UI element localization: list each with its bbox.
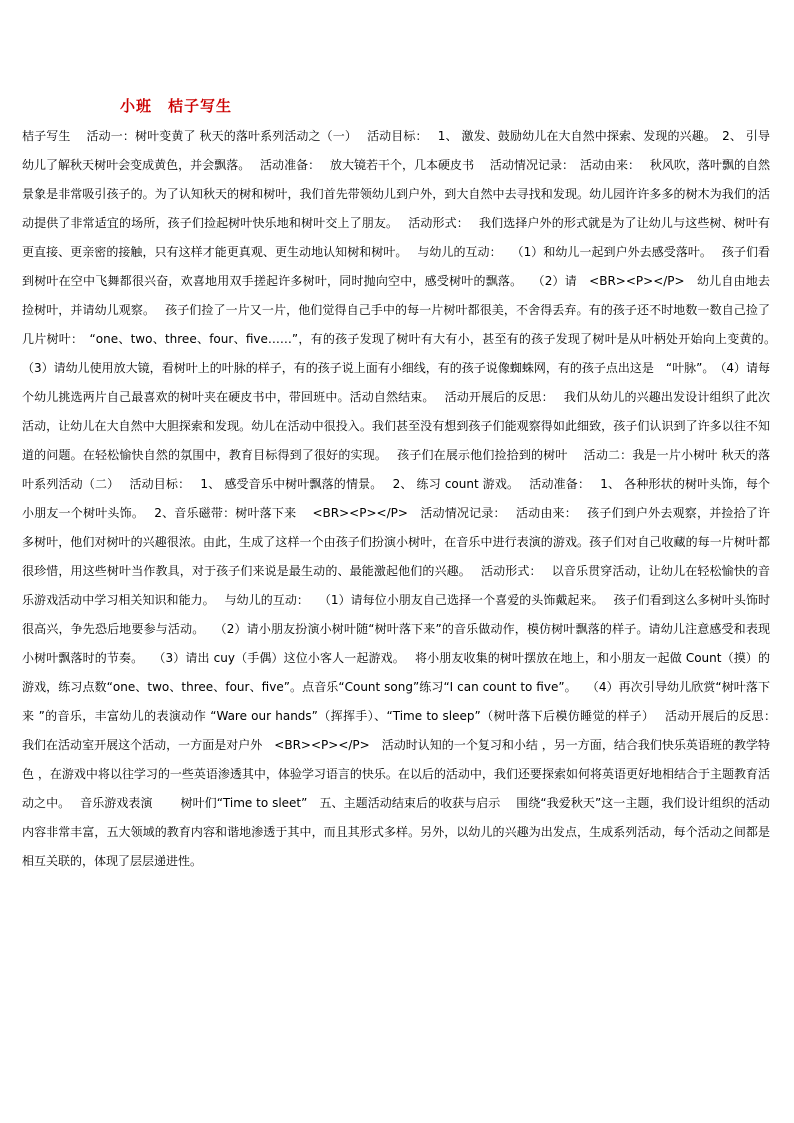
document-title: 小班 桔子写生 (120, 97, 233, 115)
document-body-text: 桔子写生 活动一：树叶变黄了 秋天的落叶系列活动之（一） 活动目标： 1、 激发、鼓励幼儿在大自然中探索、发现的兴趣。 2、 引导幼儿了解秋天树叶会变成黄色，并会飘落。 活动准备： 放大镜若干个，几本硬皮书 活动情况记录： 活动由来： 秋风吹，落叶飘的自然景象是非常吸引孩子的。为了认知秋天的树和树叶，我们首先带领幼儿到户外，到大自然中去寻找和发现。幼儿园许许多多的树木为我们的活动提供了非常适宜的场所，孩子们捡起树叶快乐地和树叶交上了朋友。 活动形式： 我们选择户外的形式就是为了让幼儿与这些树、树叶有更直接、更亲密的接触，只有这样才能更真观、更生动地认知树和树叶。 与幼儿的互动： （1）和幼儿一起到户外去感受落叶。 孩子们看到树叶在空中飞舞都很兴奋，欢喜地用双手搓起许多树叶，同时抛向空中，感受树叶的飘落。 （2）请 <BR><P></P> 幼儿自由地去捡树叶，并请幼儿观察。 孩子们捡了一片又一片，他们觉得自己手中的每一片树叶都很美，不舍得丢弃。有的孩子还不时地数一数自己捡了几片树叶： “one、two、three、four、five……”，有的孩子发现了树叶有大有小，甚至有的孩子发现了树叶是从叶柄处开始向上变黄的。 （3）请幼儿使用放大镜，看树叶上的叶脉的样子，有的孩子说上面有小细线，有的孩子说像蜘蛛网，有的孩子点出这是 “叶脉”。 （4）请每个幼儿挑选两片自己最喜欢的树叶夹在硬皮书中，带回班中。活动自然结束。 活动开展后的反思： 我们从幼儿的兴趣出发设计组织了此次活动，让幼儿在大自然中大胆探索和发现。幼儿在活动中很投入。我们甚至没有想到孩子们能观察得如此细致，孩子们认识到了许多以往不知道的问题。在轻松愉快自然的氛围中，教育目标得到了很好的实现。 孩子们在展示他们捡拾到的树叶 活动二：我是一片小树叶 秋天的落叶系列活动（二） 活动目标： 1、 感受音乐中树叶飘落的情景。 2、 练习 count 游戏。 活动准备： 1、 各种形状的树叶头饰，每个小朋友一个树叶头饰。 2、音乐磁带：树叶落下来 <BR><P></P> 活动情况记录： 活动由来： 孩子们到户外去观察，并捡拾了许多树叶，他们对树叶的兴趣很浓。由此，生成了这样一个由孩子们扮演小树叶，在音乐中进行表演的游戏。孩子们对自己收藏的每一片树叶都很珍惜，用这些树叶当作教具，对于孩子们来说是最生动的、最能激起他们的兴趣。 活动形式： 以音乐贯穿活动，让幼儿在轻松愉快的音乐游戏活动中学习相关知识和能力。 与幼儿的互动： （1）请每位小朋友自己选择一个喜爱的头饰戴起来。 孩子们看到这么多树叶头饰时很高兴，争先恐后地要参与活动。 （2）请小朋友扮演小树叶随“树叶落下来”的音乐做动作，模仿树叶飘落的样子。请幼儿注意感受和表现小树叶飘落时的节奏。 （3）请出 cuy（手偶）这位小客人一起游戏。 将小朋友收集的树叶摆放在地上，和小朋友一起做 Count（摸）的游戏，练习点数“one、two、three、four、five”。点音乐“Count song”练习“I can count to five”。 （4）再次引导幼儿欣赏“树叶落下来 ”的音乐，丰富幼儿的表演动作 “Ware our hands”（挥挥手）、“Time to sleep”（树叶落下后模仿睡觉的样子） 活动开展后的反思： 我们在活动室开展这个活动，一方面是对户外 <BR><P></P> 活动时认知的一个复习和小结 ，另一方面，结合我们快乐英语班的教学特色 ，在游戏中将以往学习的一些英语渗透其中，体验学习语言的快乐。在以后的活动中，我们还要探索如何将英语更好地相结合于主题教育活动之中。 音乐游戏表演 树叶们“Time to sleet” 五、主题活动结束后的收获与启示 围绕“我爱秋天”这一主题，我们设计组织的活动内容非常丰富，五大领域的教育内容和谐地渗透于其中，而且其形式多样。另外，以幼儿的兴趣为出发点，生成系列活动，每个活动之间都是相互关联的，体现了层层递进性。 (22, 129, 786, 868)
